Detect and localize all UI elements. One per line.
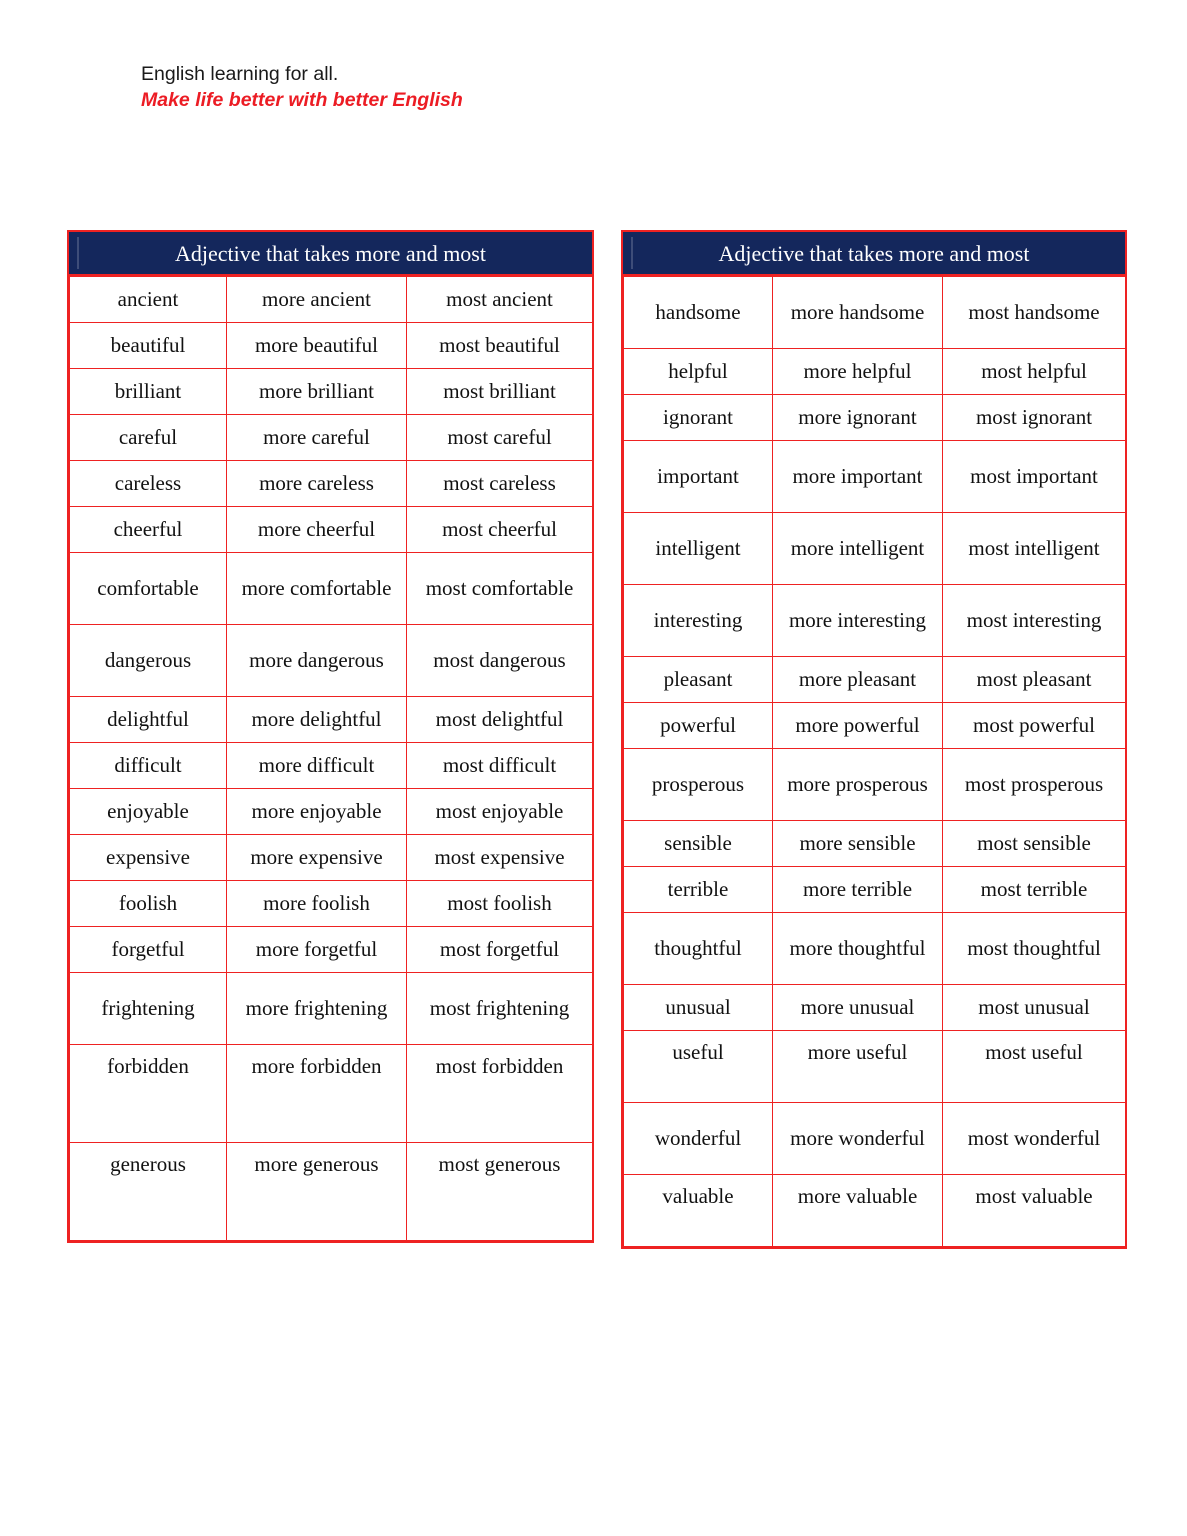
adjective-base-cell: handsome (624, 277, 773, 349)
adjective-base-cell: frightening (70, 973, 227, 1045)
table-row (70, 625, 593, 697)
adjective-comparative-cell: more difficult (227, 743, 407, 789)
table-row (624, 277, 1126, 349)
adjective-comparative-cell: more important (773, 441, 943, 513)
table-row (70, 697, 593, 743)
tagline-primary: English learning for all. (141, 63, 339, 85)
adjective-comparative-cell: more generous (227, 1143, 407, 1241)
adjective-base-cell: enjoyable (70, 789, 227, 835)
table-row (624, 913, 1126, 985)
table-row (70, 927, 593, 973)
adjective-base-cell: expensive (70, 835, 227, 881)
table-row (70, 277, 593, 323)
table-row (624, 513, 1126, 585)
table-row (624, 821, 1126, 867)
table-left-grid (69, 276, 593, 1241)
adjective-comparative-cell: more interesting (773, 585, 943, 657)
adjective-base-cell: sensible (624, 821, 773, 867)
adjective-base-cell: delightful (70, 697, 227, 743)
adjective-superlative-cell: most frightening (407, 973, 593, 1045)
adjective-superlative-cell: most difficult (407, 743, 593, 789)
adjective-base-cell: forgetful (70, 927, 227, 973)
adjective-comparative-cell: more intelligent (773, 513, 943, 585)
table-right-grid (623, 276, 1126, 1247)
table-right-title: Adjective that takes more and most (623, 232, 1125, 276)
adjective-superlative-cell: most valuable (943, 1175, 1126, 1247)
adjective-superlative-cell: most powerful (943, 703, 1126, 749)
adjective-comparative-cell: more forbidden (227, 1045, 407, 1143)
adjective-comparative-cell: more dangerous (227, 625, 407, 697)
table-row (624, 395, 1126, 441)
adjective-base-cell: useful (624, 1031, 773, 1103)
adjective-base-cell: terrible (624, 867, 773, 913)
adjective-superlative-cell: most generous (407, 1143, 593, 1241)
adjective-comparative-cell: more careless (227, 461, 407, 507)
table-row (70, 323, 593, 369)
adjective-superlative-cell: most beautiful (407, 323, 593, 369)
adjective-base-cell: ancient (70, 277, 227, 323)
adjective-superlative-cell: most cheerful (407, 507, 593, 553)
adjective-comparative-cell: more useful (773, 1031, 943, 1103)
adjective-superlative-cell: most unusual (943, 985, 1126, 1031)
adjective-base-cell: difficult (70, 743, 227, 789)
adjective-superlative-cell: most useful (943, 1031, 1126, 1103)
adjective-base-cell: careless (70, 461, 227, 507)
adjective-base-cell: prosperous (624, 749, 773, 821)
table-row (70, 461, 593, 507)
adjective-base-cell: generous (70, 1143, 227, 1241)
adjective-comparative-cell: more expensive (227, 835, 407, 881)
adjective-comparative-cell: more wonderful (773, 1103, 943, 1175)
adjective-superlative-cell: most forgetful (407, 927, 593, 973)
adjective-comparative-cell: more frightening (227, 973, 407, 1045)
adjective-base-cell: foolish (70, 881, 227, 927)
table-row (624, 985, 1126, 1031)
table-row (624, 703, 1126, 749)
table-row (624, 1175, 1126, 1247)
table-row (624, 657, 1126, 703)
adjective-comparative-cell: more valuable (773, 1175, 943, 1247)
adjective-base-cell: forbidden (70, 1045, 227, 1143)
table-row (70, 835, 593, 881)
tagline-secondary: Make life better with better English (141, 89, 463, 111)
adjective-superlative-cell: most forbidden (407, 1045, 593, 1143)
adjective-table-left (67, 230, 594, 1243)
adjective-superlative-cell: most enjoyable (407, 789, 593, 835)
table-row (70, 369, 593, 415)
table-row (70, 1143, 593, 1241)
adjective-comparative-cell: more beautiful (227, 323, 407, 369)
table-row (70, 973, 593, 1045)
adjective-base-cell: valuable (624, 1175, 773, 1247)
table-right-body (624, 277, 1126, 1247)
adjective-comparative-cell: more ancient (227, 277, 407, 323)
adjective-superlative-cell: most careful (407, 415, 593, 461)
adjective-base-cell: thoughtful (624, 913, 773, 985)
adjective-comparative-cell: more forgetful (227, 927, 407, 973)
adjective-comparative-cell: more comfortable (227, 553, 407, 625)
adjective-superlative-cell: most wonderful (943, 1103, 1126, 1175)
adjective-comparative-cell: more foolish (227, 881, 407, 927)
adjective-superlative-cell: most ancient (407, 277, 593, 323)
page-header (141, 62, 463, 113)
adjective-base-cell: comfortable (70, 553, 227, 625)
table-row (624, 349, 1126, 395)
table-row (624, 867, 1126, 913)
adjective-comparative-cell: more unusual (773, 985, 943, 1031)
adjective-base-cell: dangerous (70, 625, 227, 697)
adjective-superlative-cell: most interesting (943, 585, 1126, 657)
adjective-superlative-cell: most delightful (407, 697, 593, 743)
adjective-superlative-cell: most intelligent (943, 513, 1126, 585)
adjective-comparative-cell: more careful (227, 415, 407, 461)
adjective-superlative-cell: most helpful (943, 349, 1126, 395)
adjective-base-cell: important (624, 441, 773, 513)
adjective-superlative-cell: most brilliant (407, 369, 593, 415)
adjective-superlative-cell: most thoughtful (943, 913, 1126, 985)
adjective-superlative-cell: most ignorant (943, 395, 1126, 441)
adjective-comparative-cell: more sensible (773, 821, 943, 867)
table-row (624, 1031, 1126, 1103)
adjective-superlative-cell: most sensible (943, 821, 1126, 867)
adjective-comparative-cell: more ignorant (773, 395, 943, 441)
table-row (624, 1103, 1126, 1175)
table-row (70, 507, 593, 553)
adjective-comparative-cell: more thoughtful (773, 913, 943, 985)
adjective-base-cell: cheerful (70, 507, 227, 553)
adjective-base-cell: beautiful (70, 323, 227, 369)
adjective-superlative-cell: most expensive (407, 835, 593, 881)
adjective-superlative-cell: most important (943, 441, 1126, 513)
adjective-base-cell: brilliant (70, 369, 227, 415)
adjective-comparative-cell: more handsome (773, 277, 943, 349)
adjective-comparative-cell: more helpful (773, 349, 943, 395)
table-left-body (70, 277, 593, 1241)
adjective-base-cell: careful (70, 415, 227, 461)
adjective-base-cell: unusual (624, 985, 773, 1031)
adjective-superlative-cell: most prosperous (943, 749, 1126, 821)
adjective-base-cell: interesting (624, 585, 773, 657)
adjective-comparative-cell: more prosperous (773, 749, 943, 821)
adjective-base-cell: powerful (624, 703, 773, 749)
adjective-superlative-cell: most pleasant (943, 657, 1126, 703)
adjective-base-cell: pleasant (624, 657, 773, 703)
adjective-base-cell: intelligent (624, 513, 773, 585)
adjective-superlative-cell: most careless (407, 461, 593, 507)
adjective-comparative-cell: more terrible (773, 867, 943, 913)
table-row (70, 553, 593, 625)
table-row (70, 881, 593, 927)
table-row (624, 749, 1126, 821)
table-row (624, 441, 1126, 513)
adjective-comparative-cell: more enjoyable (227, 789, 407, 835)
table-row (70, 1045, 593, 1143)
adjective-comparative-cell: more powerful (773, 703, 943, 749)
table-row (70, 743, 593, 789)
adjective-superlative-cell: most handsome (943, 277, 1126, 349)
adjective-base-cell: wonderful (624, 1103, 773, 1175)
adjective-base-cell: helpful (624, 349, 773, 395)
adjective-comparative-cell: more cheerful (227, 507, 407, 553)
table-row (624, 585, 1126, 657)
adjective-comparative-cell: more pleasant (773, 657, 943, 703)
adjective-comparative-cell: more delightful (227, 697, 407, 743)
adjective-table-right (621, 230, 1127, 1249)
table-row (70, 415, 593, 461)
adjective-superlative-cell: most foolish (407, 881, 593, 927)
adjective-superlative-cell: most terrible (943, 867, 1126, 913)
table-row (70, 789, 593, 835)
table-left-title: Adjective that takes more and most (69, 232, 592, 276)
adjective-superlative-cell: most dangerous (407, 625, 593, 697)
adjective-comparative-cell: more brilliant (227, 369, 407, 415)
adjective-base-cell: ignorant (624, 395, 773, 441)
adjective-superlative-cell: most comfortable (407, 553, 593, 625)
